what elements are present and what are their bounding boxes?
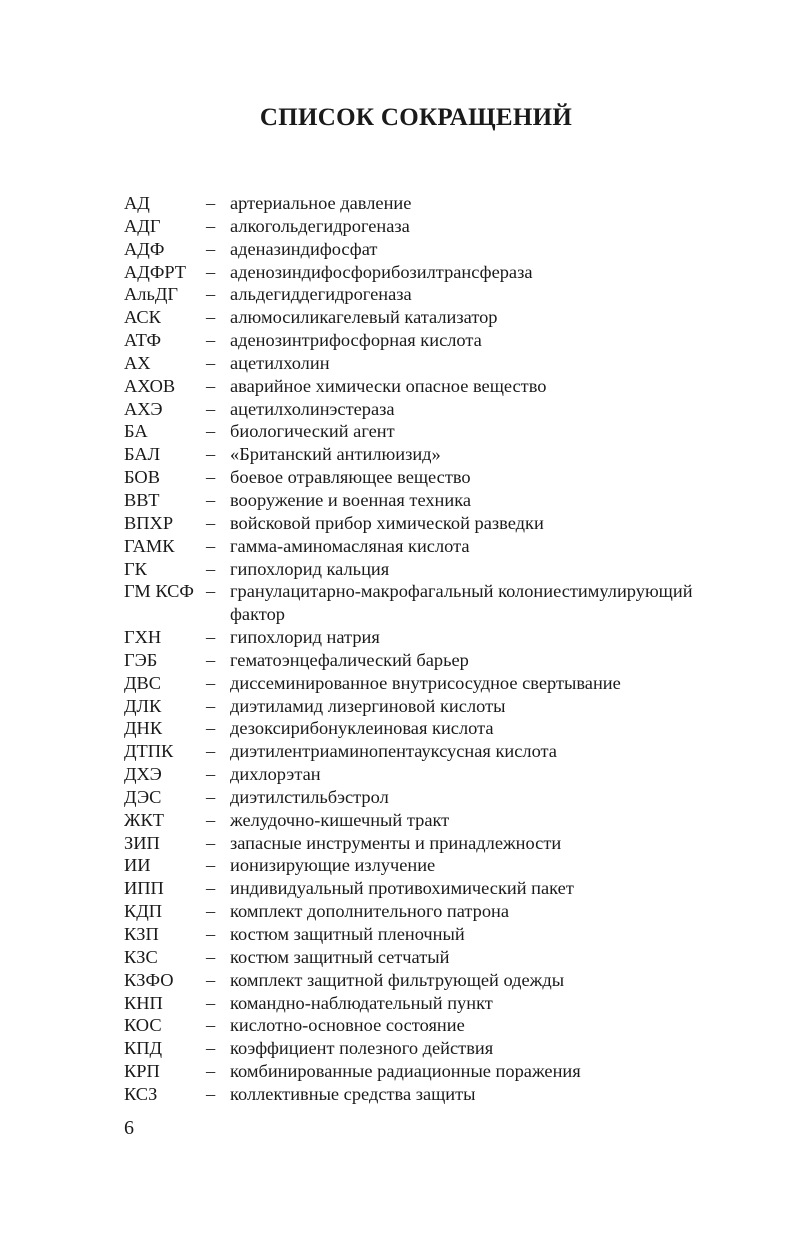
abbreviation-term: ГМ КСФ: [124, 581, 194, 602]
abbreviation-row: [124, 1083, 724, 1106]
dash-separator: –: [206, 718, 216, 739]
abbreviation-term: ГЭБ: [124, 649, 158, 670]
dash-separator: –: [206, 809, 216, 830]
abbreviation-term: ДВС: [124, 672, 162, 693]
abbreviation-definition: коэффициент полезного действия: [230, 1038, 494, 1059]
abbreviation-term: ДНК: [124, 718, 163, 739]
dash-separator: –: [206, 467, 216, 488]
abbreviation-term: ЖКТ: [124, 809, 164, 830]
abbreviation-term: АТФ: [124, 330, 162, 351]
page-number: 6: [124, 1117, 134, 1139]
abbreviation-row: [124, 923, 724, 946]
abbreviation-definition: гипохлорид кальция: [230, 558, 390, 579]
abbreviation-term: АХОВ: [124, 375, 176, 396]
abbreviation-definition: кислотно-основное состояние: [230, 1015, 465, 1036]
abbreviation-row: [124, 443, 724, 466]
dash-separator: –: [206, 764, 216, 785]
dash-separator: –: [206, 786, 216, 807]
abbreviation-row: [124, 1037, 724, 1060]
abbreviation-definition: алюмосиликагелевый катализатор: [230, 307, 498, 328]
abbreviation-definition: комбинированные радиационные поражения: [230, 1061, 581, 1082]
abbreviation-term: ГК: [124, 558, 147, 579]
abbreviation-term: КЗС: [124, 946, 158, 967]
dash-separator: –: [206, 238, 216, 259]
dash-separator: –: [206, 581, 216, 602]
abbreviation-definition: войсковой прибор химической разведки: [230, 512, 544, 533]
abbreviation-term: БОВ: [124, 467, 160, 488]
abbreviation-definition: гематоэнцефалический барьер: [230, 649, 469, 670]
abbreviation-term: КРП: [124, 1061, 160, 1082]
abbreviation-row: [124, 946, 724, 969]
abbreviation-term: ГХН: [124, 627, 162, 648]
abbreviation-term: КЗФО: [124, 969, 174, 990]
dash-separator: –: [206, 444, 216, 465]
dash-separator: –: [206, 352, 216, 373]
dash-separator: –: [206, 741, 216, 762]
abbreviation-row: [124, 558, 724, 581]
abbreviation-definition: гамма-аминомасляная кислота: [230, 535, 470, 556]
dash-separator: –: [206, 1038, 216, 1059]
abbreviation-term: КЗП: [124, 924, 159, 944]
abbreviation-term: ДХЭ: [124, 764, 162, 785]
dash-separator: –: [206, 375, 216, 396]
abbreviation-definition: желудочно-кишечный тракт: [230, 809, 450, 830]
abbreviation-definition: аденозинтрифосфорная кислота: [230, 330, 482, 351]
abbreviation-term: АД: [124, 193, 150, 213]
page-title: СПИСОК СОКРАЩЕНИЙ: [259, 104, 573, 131]
abbreviation-row: [124, 192, 724, 215]
abbreviation-term: АДФРТ: [124, 261, 187, 282]
abbreviation-row: [124, 420, 724, 443]
dash-separator: –: [206, 215, 216, 236]
dash-separator: –: [206, 649, 216, 670]
abbreviation-row: [124, 489, 724, 512]
abbreviation-row: [124, 809, 724, 832]
abbreviation-row: [124, 786, 724, 809]
abbreviation-row: [124, 740, 724, 763]
abbreviation-definition: гипохлорид натрия: [230, 627, 380, 648]
abbreviation-term: КОС: [124, 1015, 162, 1036]
dash-separator: –: [206, 695, 216, 716]
abbreviation-row: [124, 306, 724, 329]
dash-separator: –: [206, 421, 216, 442]
abbreviation-definition: «Британский антилюизид»: [230, 444, 441, 465]
abbreviation-row: [124, 763, 724, 786]
abbreviation-row: [124, 512, 724, 535]
abbreviation-term: ИИ: [124, 855, 151, 876]
abbreviation-definition: комплект защитной фильтрующей одежды: [230, 969, 565, 990]
abbreviation-definition: командно-наблюдательный пункт: [230, 992, 493, 1013]
dash-separator: –: [206, 627, 216, 648]
abbreviation-term: ДЭС: [124, 786, 162, 807]
abbreviation-term: КНП: [124, 992, 163, 1013]
abbreviation-definition: комплект дополнительного патрона: [230, 901, 510, 922]
abbreviation-term: КПД: [124, 1038, 163, 1059]
abbreviation-definition: ацетилхолинэстераза: [230, 398, 395, 419]
abbreviation-row: [124, 329, 724, 352]
abbreviation-row: [124, 352, 724, 375]
dash-separator: –: [206, 307, 216, 328]
dash-separator: –: [206, 512, 216, 533]
abbreviation-row: [124, 969, 724, 992]
abbreviation-term: ИПП: [124, 878, 164, 899]
abbreviation-row: [124, 375, 724, 398]
abbreviation-term: БА: [124, 421, 148, 442]
abbreviation-definition: аденазиндифосфат: [230, 238, 378, 259]
abbreviation-term: КДП: [124, 901, 163, 922]
dash-separator: –: [206, 901, 216, 922]
dash-separator: –: [206, 672, 216, 693]
abbreviation-definition: вооружение и военная техника: [230, 489, 472, 510]
abbreviation-row: [124, 717, 724, 740]
dash-separator: –: [206, 992, 216, 1013]
abbreviation-term: АДГ: [124, 215, 161, 236]
dash-separator: –: [206, 924, 216, 944]
dash-separator: –: [206, 1015, 216, 1036]
abbreviation-row: [124, 238, 724, 261]
abbreviation-definition: диссеминированное внутрисосудное свертывание: [230, 672, 621, 693]
abbreviation-term: КСЗ: [124, 1083, 158, 1104]
abbreviation-row: [124, 398, 724, 421]
abbreviation-term: ДЛК: [124, 695, 162, 716]
abbreviation-row: [124, 626, 724, 649]
dash-separator: –: [206, 330, 216, 351]
abbreviation-definition: аварийное химически опасное вещество: [230, 375, 547, 396]
dash-separator: –: [206, 878, 216, 899]
dash-separator: –: [206, 832, 216, 853]
abbreviation-term: ВВТ: [124, 489, 160, 510]
abbreviation-definition: диэтилентриаминопентауксусная кислота: [230, 741, 557, 762]
dash-separator: –: [206, 489, 216, 510]
abbreviation-definition: запасные инструменты и принадлежности: [230, 832, 562, 853]
abbreviation-definition: костюм защитный пленочный: [230, 924, 465, 944]
dash-separator: –: [206, 855, 216, 876]
dash-separator: –: [206, 261, 216, 282]
abbreviation-row: [124, 215, 724, 238]
abbreviation-term: ДТПК: [124, 741, 174, 762]
abbreviation-definition: боевое отравляющее вещество: [230, 467, 471, 488]
dash-separator: –: [206, 535, 216, 556]
abbreviation-definition: биологический агент: [230, 421, 395, 442]
abbreviation-definition: дезоксирибонуклеиновая кислота: [230, 718, 494, 739]
abbreviation-definition: индивидуальный противохимический пакет: [230, 878, 574, 899]
abbreviation-definition: ионизирующие излучение: [230, 855, 436, 876]
dash-separator: –: [206, 558, 216, 579]
abbreviation-definition: алкогольдегидрогеназа: [230, 215, 410, 236]
abbreviation-row: [124, 832, 724, 855]
abbreviation-definition: артериальное давление: [230, 193, 412, 213]
abbreviation-row: [124, 1014, 724, 1037]
abbreviation-term: АХ: [124, 352, 151, 373]
abbreviation-term: ВПХР: [124, 512, 174, 533]
abbreviation-term: ЗИП: [124, 832, 160, 853]
abbreviation-row: [124, 672, 724, 695]
dash-separator: –: [206, 946, 216, 967]
abbreviation-row: [124, 900, 724, 923]
abbreviation-row: [124, 261, 724, 284]
abbreviation-row: [124, 580, 724, 626]
dash-separator: –: [206, 398, 216, 419]
abbreviation-row: [124, 992, 724, 1015]
abbreviation-row: [124, 649, 724, 672]
abbreviation-definition: ацетилхолин: [230, 352, 330, 373]
abbreviation-row: [124, 535, 724, 558]
abbreviation-term: АСК: [124, 307, 161, 328]
dash-separator: –: [206, 969, 216, 990]
dash-separator: –: [206, 1061, 216, 1082]
abbreviation-definition: альдегиддегидрогеназа: [230, 284, 412, 305]
abbreviation-term: АДФ: [124, 238, 165, 259]
abbreviation-list: [124, 192, 724, 1106]
abbreviation-row: [124, 283, 724, 306]
abbreviation-row: [124, 854, 724, 877]
abbreviation-term: БАЛ: [124, 444, 161, 465]
abbreviation-definition: диэтиламид лизергиновой кислоты: [230, 695, 506, 716]
abbreviation-row: [124, 877, 724, 900]
abbreviation-term: ГАМК: [124, 535, 175, 556]
abbreviation-definition: гранулацитарно-макрофагальный колониестимулирующий фактор: [230, 581, 693, 625]
abbreviation-definition: коллективные средства защиты: [230, 1083, 476, 1104]
dash-separator: –: [206, 193, 216, 213]
abbreviation-row: [124, 466, 724, 489]
dash-separator: –: [206, 284, 216, 305]
abbreviation-row: [124, 1060, 724, 1083]
abbreviation-row: [124, 695, 724, 718]
abbreviation-definition: аденозиндифосфорибозилтрансфераза: [230, 261, 533, 282]
abbreviation-definition: дихлорэтан: [230, 764, 321, 785]
abbreviation-term: АльДГ: [124, 284, 179, 305]
abbreviation-definition: костюм защитный сетчатый: [230, 946, 450, 967]
dash-separator: –: [206, 1083, 216, 1104]
abbreviation-term: АХЭ: [124, 398, 163, 419]
abbreviation-definition: диэтилстильбэстрол: [230, 786, 389, 807]
